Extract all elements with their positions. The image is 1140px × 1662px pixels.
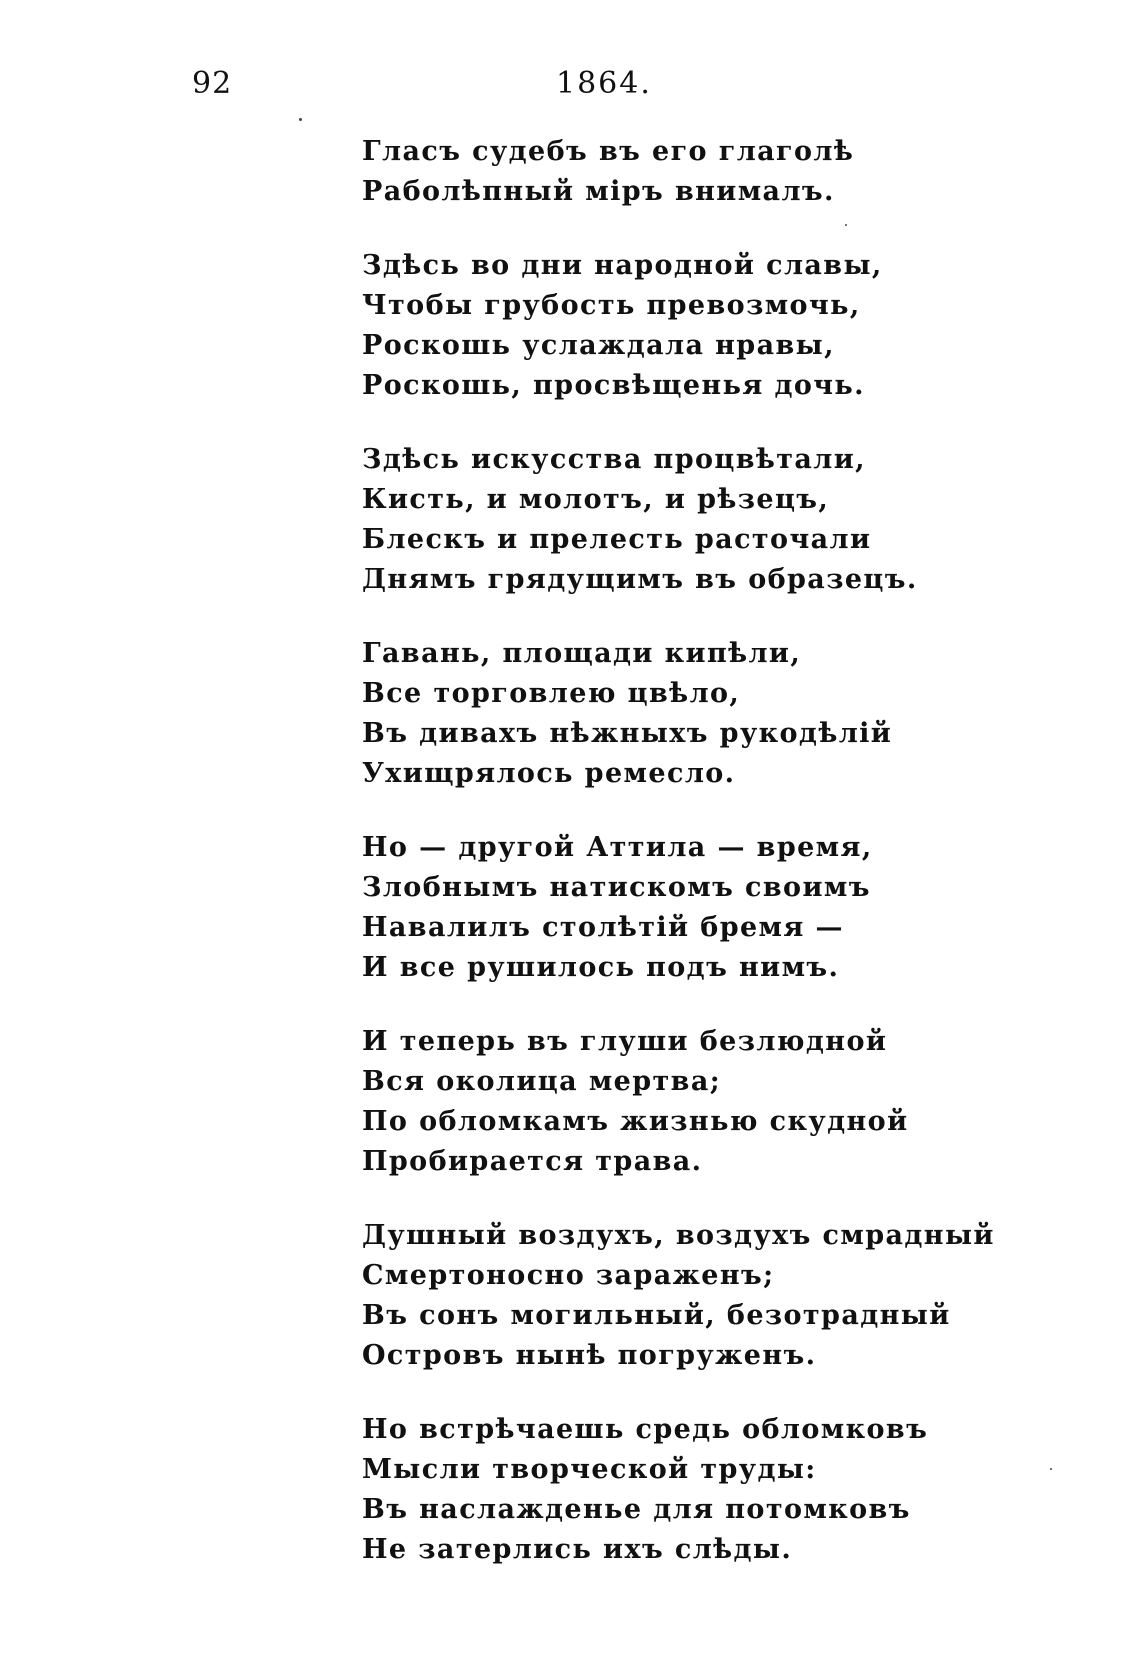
poem (362, 132, 1102, 1604)
verse-line: Гавань, площади кипѣли, (362, 638, 802, 669)
verse-line: Злобнымъ натискомъ своимъ (362, 872, 871, 903)
verse-line: Въ дивахъ нѣжныхъ рукодѣлій (362, 718, 893, 749)
verse-line: Не затерлись ихъ слѣды. (362, 1534, 793, 1565)
verse-line: Но — другой Аттила — время, (362, 832, 873, 863)
stanza (362, 440, 1102, 600)
verse-line: Въ сонъ могильный, безотрадный (362, 1300, 951, 1331)
verse-line: Душный воздухъ, воздухъ смрадный (362, 1220, 995, 1251)
verse-line: Мысли творческой труды: (362, 1454, 817, 1485)
stanza (362, 246, 1102, 406)
verse-line: Днямъ грядущимъ въ образецъ. (362, 564, 918, 595)
verse-line: Все торговлею цвѣло, (362, 678, 741, 709)
page-number: 92 (192, 66, 233, 101)
verse-line: Роскошь услаждала нравы, (362, 330, 835, 361)
verse-line: Здѣсь во дни народной славы, (362, 250, 883, 281)
print-speck (299, 118, 302, 121)
verse-line: Но встрѣчаешь средь обломковъ (362, 1414, 929, 1445)
verse-line: По обломкамъ жизнью скудной (362, 1106, 909, 1137)
stanza (362, 828, 1102, 988)
verse-line: Здѣсь искусства процвѣтали, (362, 444, 866, 475)
stanza (362, 1216, 1102, 1376)
stanza (362, 1410, 1102, 1570)
verse-line: Вся околица мертва; (362, 1066, 722, 1097)
stanza (362, 634, 1102, 794)
verse-line: Навалилъ столѣтій бремя — (362, 912, 844, 943)
verse-line: Пробирается трава. (362, 1146, 703, 1177)
verse-line: Блескъ и прелесть расточали (362, 524, 872, 555)
verse-line: Въ наслажденье для потомковъ (362, 1494, 911, 1525)
verse-line: И все рушилось подъ нимъ. (362, 952, 840, 983)
verse-line: Ухищрялось ремесло. (362, 758, 736, 789)
verse-line: Островъ нынѣ погруженъ. (362, 1340, 817, 1371)
verse-line: И теперь въ глуши безлюдной (362, 1026, 888, 1057)
running-head-year: 1864. (556, 66, 652, 101)
verse-line: Гласъ судебъ въ его глаголѣ (362, 136, 855, 167)
verse-line: Раболѣпный міръ внималъ. (362, 176, 835, 207)
verse-line: Чтобы грубость превозмочь, (362, 290, 861, 321)
stanza (362, 132, 1102, 212)
stanza (362, 1022, 1102, 1182)
verse-line: Смертоносно зараженъ; (362, 1260, 775, 1291)
verse-line: Кисть, и молотъ, и рѣзецъ, (362, 484, 830, 515)
verse-line: Роскошь, просвѣщенья дочь. (362, 370, 865, 401)
